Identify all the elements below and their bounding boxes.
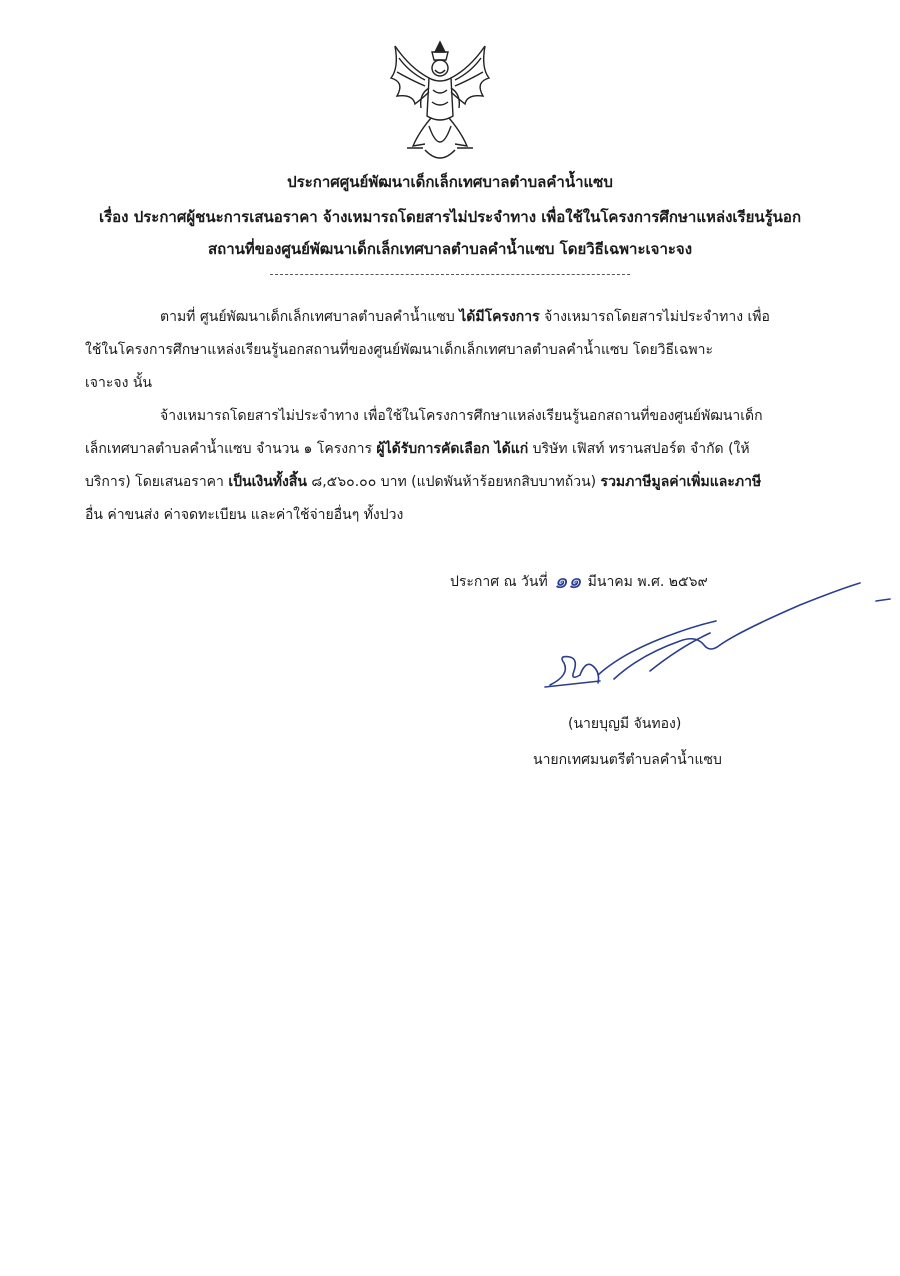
text-run-bold: เป็นเงินทั้งสิ้น (228, 474, 307, 490)
subject-line-2: สถานที่ของศูนย์พัฒนาเด็กเล็กเทศบาลตำบลคำน้ำแซบ โดยวิธีเฉพาะเจาะจง (207, 240, 693, 258)
announcement-title: ประกาศศูนย์พัฒนาเด็กเล็กเทศบาลตำบลคำน้ำแซบ (287, 173, 613, 191)
text-run-bold: ได้มีโครงการ (459, 309, 540, 325)
signatory-name: (นายบุญมี จันทอง) (568, 716, 682, 732)
subject-line-1: เรื่อง ประกาศผู้ชนะการเสนอราคา จ้างเหมารถโดยสารไม่ประจำทาง เพื่อใช้ในโครงการศึกษาแหล่งเรียนรู้นอก (98, 208, 802, 226)
paragraph-1-line-3: เจาะจง นั้น (85, 375, 152, 391)
text-run: บริการ) โดยเสนอราคา (85, 474, 229, 490)
text-run: บริษัท เฟิสท์ ทรานสปอร์ต จำกัด (ให้ (528, 441, 750, 457)
text-run: จ้างเหมารถโดยสารไม่ประจำทาง เพื่อ (539, 309, 770, 325)
text-run-bold: รวมภาษีมูลค่าเพิ่มและภาษี (600, 474, 762, 490)
text-run-bold: ผู้ได้รับการคัดเลือก ได้แก่ (376, 441, 529, 457)
signature-icon (540, 575, 900, 705)
text-run: ตามที่ ศูนย์พัฒนาเด็กเล็กเทศบาลตำบลคำน้ำแซบ (160, 309, 460, 325)
paragraph-2-line-2 (85, 439, 750, 459)
garuda-emblem-icon (385, 38, 495, 168)
paragraph-2-line-3 (85, 472, 761, 492)
paragraph-1-line-1 (160, 307, 770, 327)
header-divider (270, 274, 630, 275)
text-run: เล็กเทศบาลตำบลคำน้ำแซบ จำนวน ๑ โครงการ (85, 441, 377, 457)
paragraph-2-line-4: อื่น ค่าขนส่ง ค่าจดทะเบียน และค่าใช้จ่ายอื่นๆ ทั้งปวง (85, 507, 404, 523)
date-month-year: มีนาคม พ.ศ. ๒๕๖๙ (587, 574, 708, 590)
signatory-position: นายกเทศมนตรีตำบลคำน้ำแซบ (533, 752, 722, 768)
paragraph-1-line-2: ใช้ในโครงการศึกษาแหล่งเรียนรู้นอกสถานที่ของศูนย์พัฒนาเด็กเล็กเทศบาลตำบลคำน้ำแซบ โดยวิธีเฉพาะ (85, 342, 713, 358)
date-prefix: ประกาศ ณ วันที่ (450, 574, 548, 590)
paragraph-2-line-1: จ้างเหมารถโดยสารไม่ประจำทาง เพื่อใช้ในโครงการศึกษาแหล่งเรียนรู้นอกสถานที่ของศูนย์พัฒนาเด็ก (160, 408, 763, 424)
text-run: ๘,๕๖๐.๐๐ บาท (แปดพันห้าร้อยหกสิบบาทถ้วน) (306, 474, 601, 490)
handwritten-day: ๑๑ (553, 569, 582, 594)
